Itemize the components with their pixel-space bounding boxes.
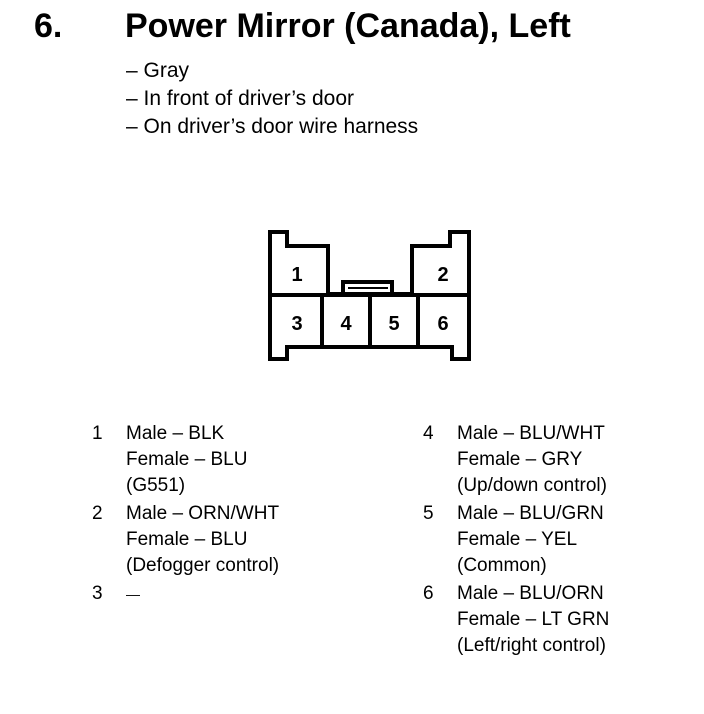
pin-function: (Left/right control) [457, 635, 606, 656]
pin-number: 4 [423, 423, 434, 444]
pin-number: 1 [92, 423, 103, 444]
pin-female-wire: Female – BLU [126, 529, 248, 550]
cavity-6-label: 6 [437, 313, 449, 335]
pin-male-wire: Male – BLK [126, 423, 225, 444]
description-harness: – On driver’s door wire harness [126, 115, 419, 138]
cavity-1-label: 1 [291, 264, 303, 286]
pin-female-wire: Female – YEL [457, 529, 578, 550]
pin-male-wire: Male – BLU/ORN [457, 583, 604, 604]
pin-number: 3 [92, 583, 103, 604]
pin-female-wire: Female – GRY [457, 449, 583, 470]
cavity-2-label: 2 [437, 264, 449, 286]
description-color: – Gray [126, 59, 190, 82]
pin-male-wire: Male – BLU/GRN [457, 503, 604, 524]
pin-number: 6 [423, 583, 434, 604]
pin-male-wire: Male – ORN/WHT [126, 503, 280, 524]
pin-unused: — [126, 586, 140, 602]
pin-function: (Defogger control) [126, 555, 280, 576]
description-location: – In front of driver’s door [126, 87, 355, 110]
cavity-4-label: 4 [340, 313, 352, 335]
pin-female-wire: Female – BLU [126, 449, 248, 470]
pin-number: 2 [92, 503, 103, 524]
section-number: 6. [34, 7, 63, 45]
pin-function: (Common) [457, 555, 547, 576]
pin-male-wire: Male – BLU/WHT [457, 423, 605, 444]
pin-function: (Up/down control) [457, 475, 607, 496]
pin-number: 5 [423, 503, 434, 524]
pin-female-wire: Female – LT GRN [457, 609, 610, 630]
cavity-5-label: 5 [388, 313, 400, 335]
cavity-3-label: 3 [291, 313, 303, 335]
section-title: Power Mirror (Canada), Left [125, 7, 571, 45]
pin-function: (G551) [126, 475, 186, 496]
